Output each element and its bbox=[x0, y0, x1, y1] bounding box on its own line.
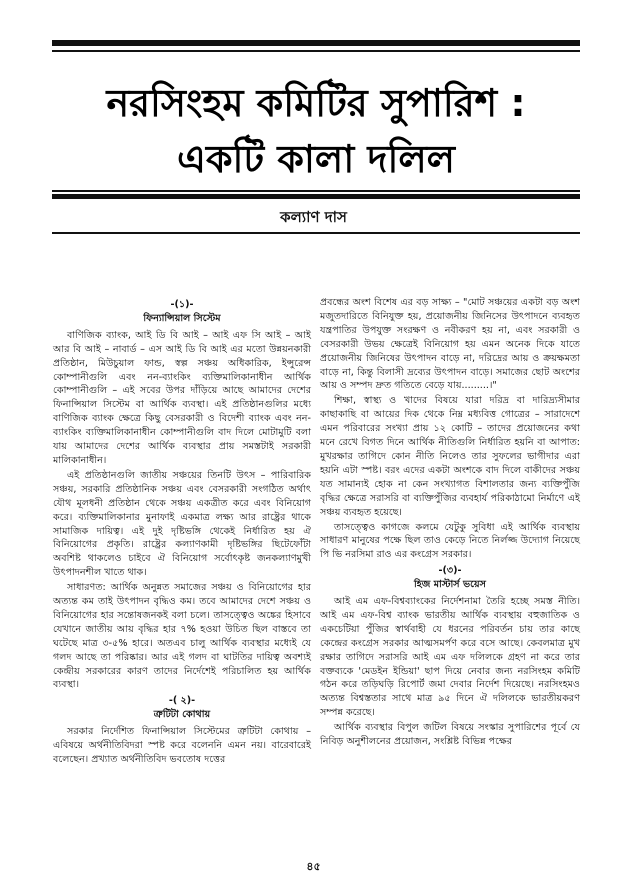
paragraph: প্রবন্ধের অংশ বিশেষ এর বড় সাক্ষ্য – "মোট সঞ্চয়ের একটা বড় অংশ মজুতদারিতে বিনিযুক্ত হয়, প্রয়োজনীয় জিনিসের উৎপাদনে ব্যবহৃত যন্ত্রপাতির উপযুক্ত সংরক্ষণ ও নবীকরণ হয় না, এবং সরকারী ও বেসরকারী উভয় ক্ষেত্রেই বিনিয়োগ হয় এমন অনেক দিকে যাতে প্রয়োজনীয় জিনিষের উৎপাদন বাড়ে না, দরিদ্রের আয় ও ক্রয়ক্ষমতা বাড়ে না, কিন্তু বিলাসী দ্রব্যের উৎপাদন বাড়ে। সমাজের ছোট অংশের আয় ও সম্পদ দ্রুত গতিতে বেড়ে যায়.........।" bbox=[320, 297, 580, 392]
article-title-line2: একটি কালা দলিল bbox=[177, 137, 455, 181]
section-2-number: -( ২)- bbox=[168, 695, 196, 707]
section-1-title: ফিন্যান্সিয়াল সিস্টেম bbox=[143, 312, 221, 324]
paragraph: বাণিজিক ব্যাংক, আই ডি বি আই – আই এফ সি আই – আই আর বি আই – নাবার্ড – এস আই ডি বি আই এর মতো উন্নয়নকারী প্রতিষ্ঠান, মিউচুয়াল ফান্ড, স্বল্প সঞ্চয় অধিকারিক, ইন্সুরেন্স কোম্পানীগুলি এবং নন-ব্যাংকিং ব্যক্তিমালিকানাধীন আর্থিক কোম্পানীগুলি – এই সবের উপর দাঁড়িয়ে আছে আমাদের দেশের ফিনান্সিয়াল সিস্টেম বা আর্থিক ব্যবস্থা। এই প্রতিষ্ঠানগুলির মধ্যে বাণিজিক ব্যাংক ক্ষেত্রে কিছু বেসরকারী ও বিদেশী ব্যাংক এবং নন-ব্যাংকিং ব্যক্তিমালিকানাধীন কোম্পানীগুলি বাদ দিলে মোটামুটি বলা যায় আমাদের দেশের আর্থিক ব্যবস্থার প্রায় সমস্তটাই সরকারী মালিকানাধীন। bbox=[53, 329, 311, 466]
paragraph: আর্থিক ব্যবস্থার বিপুল জটিল বিষয়ে সংস্কার সুপারিশের পূর্বে যে নিবিড় অনুশীলনের প্রয়োজন, সংশ্লিষ্ট বিভিন্ন পক্ষের bbox=[320, 722, 580, 748]
title-underline-thick bbox=[52, 194, 580, 199]
right-column bbox=[320, 296, 580, 750]
section-2-title: ত্রুটিটা কোথায় bbox=[153, 709, 211, 721]
article-title-line1: নরসিংহম কমিটির সুপারিশ : bbox=[106, 81, 526, 125]
paragraph: সাধারণত: আর্থিক অনুন্নত সমাজের সঞ্চয় ও বিনিয়োগের হার অত্যন্ত কম তাই উৎপাদন বৃদ্ধিও কম। তবে আমাদের দেশে সঞ্চয় ও বিনিয়োগের হার সন্তোষজনকই বলা চলে। তাসত্ত্বেও অঙ্কের হিসাবে যেখানে জাতীয় আয় বৃদ্ধির হার ৭% হওয়া উচিত ছিল বাস্তবে তা ঘটেছে মাত্র ৩-৫% হারে। অতএব চালু আর্থিক ব্যবস্থার মধ্যেই যে গলদ আছে তা পরিষ্কার। আর এই গলদ বা ঘাটতির দায়িত্ব অবশ্যই কেন্দ্রীয় সরকারের কারণ তাদের নির্দেশেই পরিচালিত হয় আর্থিক ব্যবস্থা। bbox=[53, 582, 311, 691]
author-rule bbox=[52, 232, 580, 234]
left-column bbox=[53, 296, 311, 768]
page-number: ৪৫ bbox=[306, 860, 321, 873]
paragraph: এই প্রতিষ্ঠানগুলি জাতীয় সঞ্চয়ের তিনটি উৎস – পারিবারিক সঞ্চয়, সরকারি প্রতিষ্ঠানিক সঞ্চয় এবং বেসরকারী সংগঠিত অর্থাৎ যৌথ মূলধনী প্রতিষ্ঠান থেকে সঞ্চয় একত্রীত করে এবং বিনিয়োগ করে। ব্যক্তিমালিকানার মুনাফাই একমাত্র লক্ষ্য আর রাষ্ট্রের থাকে সামাজিক দায়িত্ব। এই দুই দৃষ্টিভঙ্গি থেকেই নির্ধারিত হয় ঐ বিনিয়োগের প্রকৃতি। রাষ্ট্রের কল্যাণকামী দৃষ্টিভঙ্গির ছিটেফোঁটা অবশিষ্ট থাকলেও চাইবে ঐ বিনিয়োগ সর্বোৎকৃষ্ট জনকল্যাণমুখী উৎপাদনশীল খাতে থাক। bbox=[53, 469, 311, 579]
paragraph: আই এম এফ-বিশ্বব্যাংকের নির্দেশনামা তৈরি হচ্ছে সমস্ত নীতি। আই এম এফ-বিশ্ব ব্যাংক ভারতীয় আর্থিক ব্যবস্থায় বহুজাতিক ও একচেটিয়া পুঁজির স্বার্থবাহী যে ধরনের পরিবর্তন চায় তার কাছে কেন্দ্রের কংগ্রেস সরকার আত্মসমর্পণ করে বসে আছে। কেবলমাত্র মুখ রক্ষার তাগিদে সরাসরি আই এম এফ দলিলকে গ্রহণ না করে তার বক্তব্যকে 'মেডইন ইন্ডিয়া' ছাপ দিয়ে নেবার জন্য নরসিংহম কমিটি গঠন করে তড়িঘড়ি রিপোর্ট জমা দেবার নির্দেশ দিয়েছে। নরসিংহমও অত্যন্ত বিশ্বস্ততার সাথে মাত্র ৯৫ দিনে ঐ দলিলকে ভারতীয়করণ সম্পন্ন করেছে। bbox=[320, 596, 580, 719]
title-underline-thin bbox=[52, 190, 580, 192]
section-3-title: হিজ মাস্টার্স ভয়েস bbox=[414, 579, 486, 591]
section-1-number: -(১)- bbox=[170, 299, 194, 310]
author-name: কল্যাণ দাস bbox=[280, 208, 347, 226]
top-rule-thin bbox=[52, 50, 580, 52]
paragraph: শিক্ষা, স্বাস্থ্য ও খাদের বিষয়ে যারা দরিদ্র বা দারিদ্র্যসীমার কাছাকাছি বা আয়ের দিক থেকে নিম্ন মধ্যবিত্ত গোত্রের – সারাদেশে এমন পরিবারের সংখ্যা প্রায় ১২ কোটি – তাদের প্রয়োজনের কথা মনে রেখে বিগত দিনে আর্থিক নীতিগুলি নির্ধারিত হয়নি বা আপাত: মুখরক্ষার তাগিদে কোন নীতি নিলেও তার সুফলের ভাগীদার এরা হয়নি এটা স্পষ্ট। বরং এদের একটা অংশকে বাদ দিলে বাকীদের সঞ্চয় যত সামান্যই হোক না কেন সংখ্যাগত বিশালতার জন্য ব্যক্তিপুঁজি বৃদ্ধির ক্ষেত্রে সরাসরি বা ব্যক্তিপুঁজির ব্যবহার্য পরিকাঠামো নির্মাণে এই সঞ্চয় ব্যবহৃত হয়েছে। bbox=[320, 395, 580, 518]
paragraph: তাসত্ত্বেও কাগজে কলমে যেটুকু সুবিধা এই আর্থিক ব্যবস্থায় সাধারণ মানুষের পক্ষে ছিল তাও কেড়ে নিতে নির্লজ্জ উদ্যোগ নিয়েছে পি ভি নরসিমা রাও এর কংগ্রেস সরকার। bbox=[320, 521, 580, 561]
section-3-number: -(৩)- bbox=[438, 565, 462, 577]
paragraph: সরকার নির্দেশিত ফিনান্সিয়াল সিস্টেমের ত্রুটিটা কোথায় – এবিষয়ে অর্থনীতিবিদরা স্পষ্ট করে বলেননি এমন নয়। বারেবারেই বলেছেন। প্রখ্যাত অর্থনীতিবিদ ভবতোষ দত্তের bbox=[53, 726, 311, 765]
top-rule-thick bbox=[52, 40, 580, 46]
